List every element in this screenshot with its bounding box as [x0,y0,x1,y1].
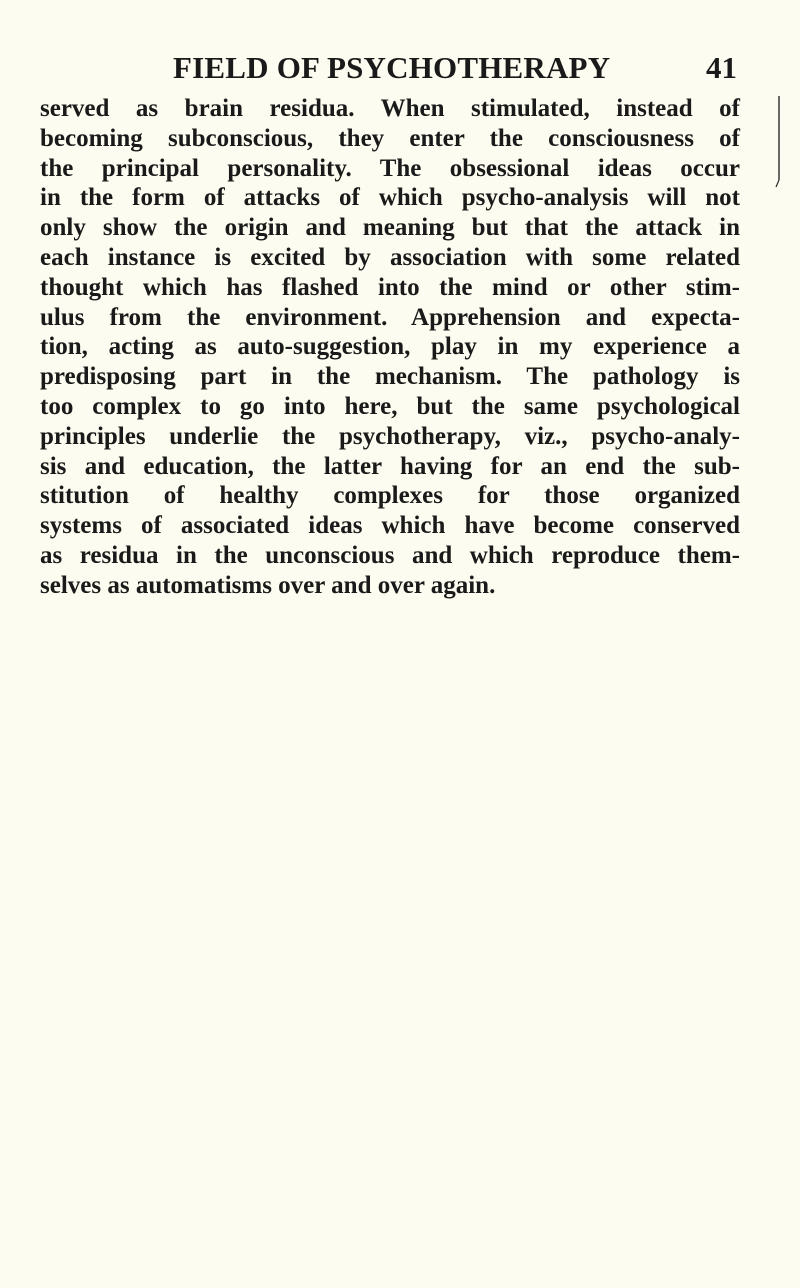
text-line: selves as automatisms over and over again. [40,571,496,599]
text-line: sis and education, the latter having for an end the sub- [40,452,740,480]
body-paragraph [40,94,740,601]
text-line: systems of associated ideas which have become conserved [40,512,740,540]
page-number: 41 [706,50,737,85]
text-line: the principal personality. The obsessional ideas occur [40,154,740,182]
text-line: thought which has flashed into the mind or other stim- [40,273,740,301]
running-head [0,50,800,90]
text-line: served as brain residua. When stimulated, instead of [40,95,740,122]
text-line: predisposing part in the mechanism. The pathology is [40,363,740,391]
text-line: only show the origin and meaning but that the attack in [40,214,740,242]
page-header-title: FIELD OF PSYCHOTHERAPY [173,50,611,85]
text-line: stitution of healthy complexes for those organized [40,482,740,510]
text-line: becoming subconscious, they enter the consciousness of [40,124,740,152]
text-line: as residua in the unconscious and which reproduce them- [40,541,740,569]
text-line: too complex to go into here, but the same psychological [40,392,740,420]
text-line: tion, acting as auto-suggestion, play in my experience a [40,333,740,361]
text-line: each instance is excited by association with some related [40,243,740,271]
text-line: ulus from the environment. Apprehension and expecta- [40,303,740,331]
margin-bracket-mark [771,94,783,190]
text-line: in the form of attacks of which psycho-analysis will not [40,184,740,212]
text-line: principles underlie the psychotherapy, viz., psycho-analy- [40,422,740,450]
